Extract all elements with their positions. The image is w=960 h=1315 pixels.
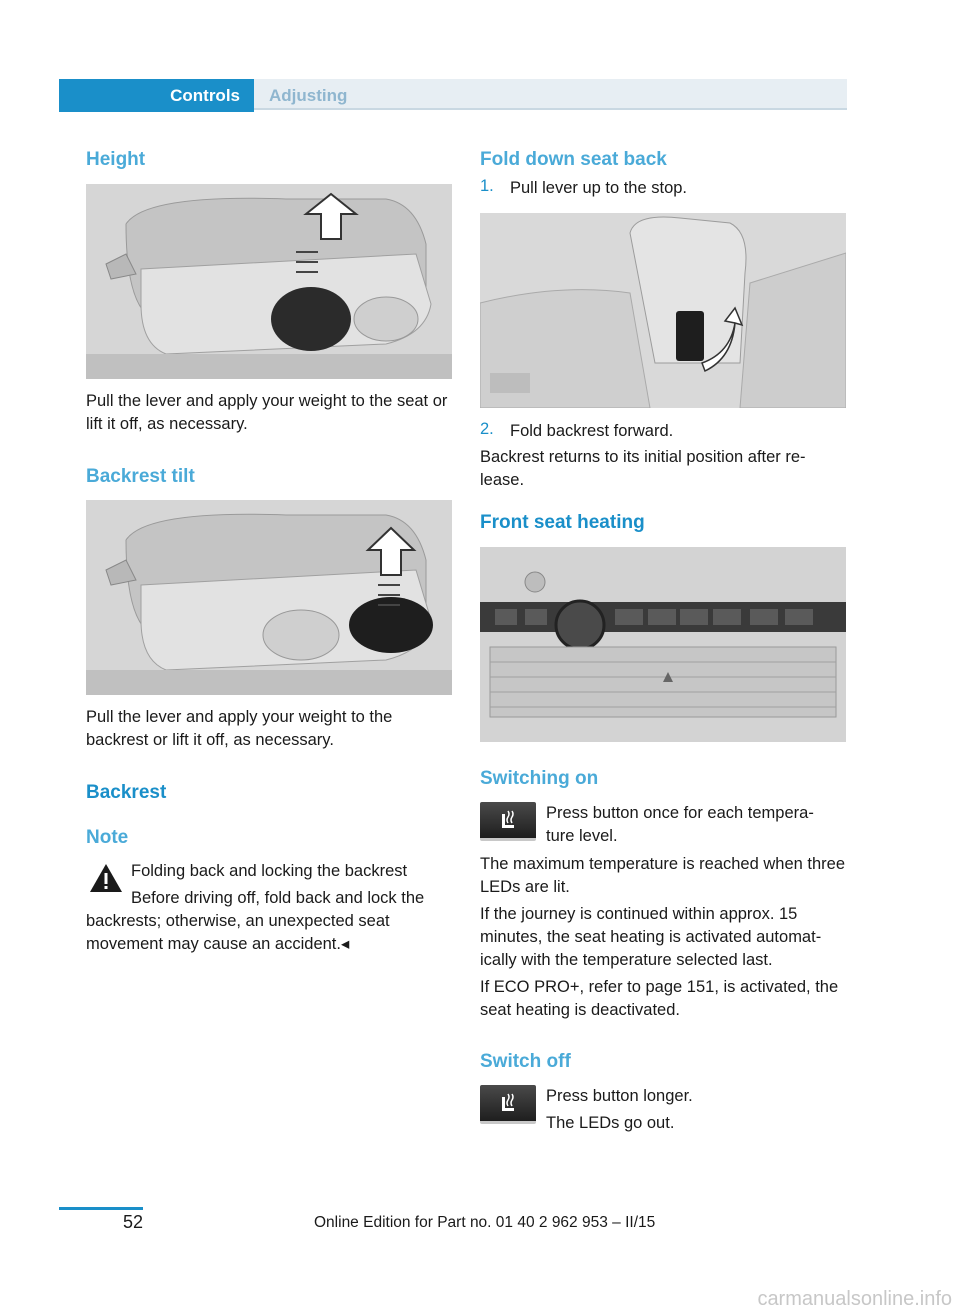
step-2-number: 2. (480, 420, 494, 438)
switch-off-line-1: Press button longer. (546, 1087, 693, 1105)
journey-continued-text: If the journey is continued within approx. 15 minutes, the seat heating is activated automat‐ ically with the temperature selected last. (480, 905, 822, 969)
note-heading: Note (86, 827, 129, 848)
watermark: carmanualsonline.info (757, 1288, 952, 1310)
switching-on-heading: Switching on (480, 768, 599, 789)
height-heading: Height (86, 149, 146, 170)
backrest-heading: Backrest (86, 782, 167, 803)
page-header (59, 79, 847, 112)
section-tab-controls[interactable]: Controls (59, 79, 254, 112)
switch-on-line-2: ture level. (546, 827, 618, 845)
seat-height-illustration (86, 184, 452, 379)
fold-lever-illustration (480, 213, 846, 408)
note-subheading: Folding back and locking the backrest (131, 862, 408, 880)
climate-panel-illustration (480, 547, 846, 742)
edition-text: Online Edition for Part no. 01 40 2 962 953 – II/15 (314, 1214, 656, 1231)
fold-seat-back-heading: Fold down seat back (480, 149, 667, 170)
step-1-text: Pull lever up to the stop. (510, 179, 688, 197)
fold-result-text: Backrest returns to its initial position after re‐ lease. (480, 448, 806, 489)
max-temperature-text: The maximum temperature is reached when three LEDs are lit. (480, 855, 845, 896)
step-1-number: 1. (480, 177, 494, 195)
front-seat-heating-heading: Front seat heating (480, 512, 645, 533)
section-tab-adjusting[interactable]: Adjusting (254, 79, 847, 110)
page-number: 52 (122, 1212, 143, 1232)
switch-off-heading: Switch off (480, 1051, 571, 1072)
switch-off-line-2: The LEDs go out. (546, 1114, 675, 1132)
seat-heating-button-icon (480, 802, 536, 841)
seat-heating-button-icon-off (480, 1085, 536, 1124)
switch-on-line-1: Press button once for each tempera‐ (546, 804, 814, 822)
height-instructions: Pull the lever and apply your weight to the seat or lift it off, as necessary. (86, 392, 448, 433)
note-text: backrests; otherwise, an unexpected seat movement may cause an accident.◂ (86, 912, 390, 953)
note-text-first-line: Before driving off, fold back and lock the (131, 889, 425, 907)
backrest-tilt-illustration (86, 500, 452, 695)
footer-accent-line (59, 1207, 143, 1210)
backrest-tilt-heading: Backrest tilt (86, 466, 195, 487)
warning-icon (88, 862, 124, 894)
step-2-text: Fold backrest forward. (510, 422, 674, 440)
eco-pro-text: If ECO PRO+, refer to page 151, is activated, the seat heating is deactivated. (480, 978, 839, 1019)
backrest-tilt-instructions: Pull the lever and apply your weight to the backrest or lift it off, as necessary. (86, 708, 393, 749)
